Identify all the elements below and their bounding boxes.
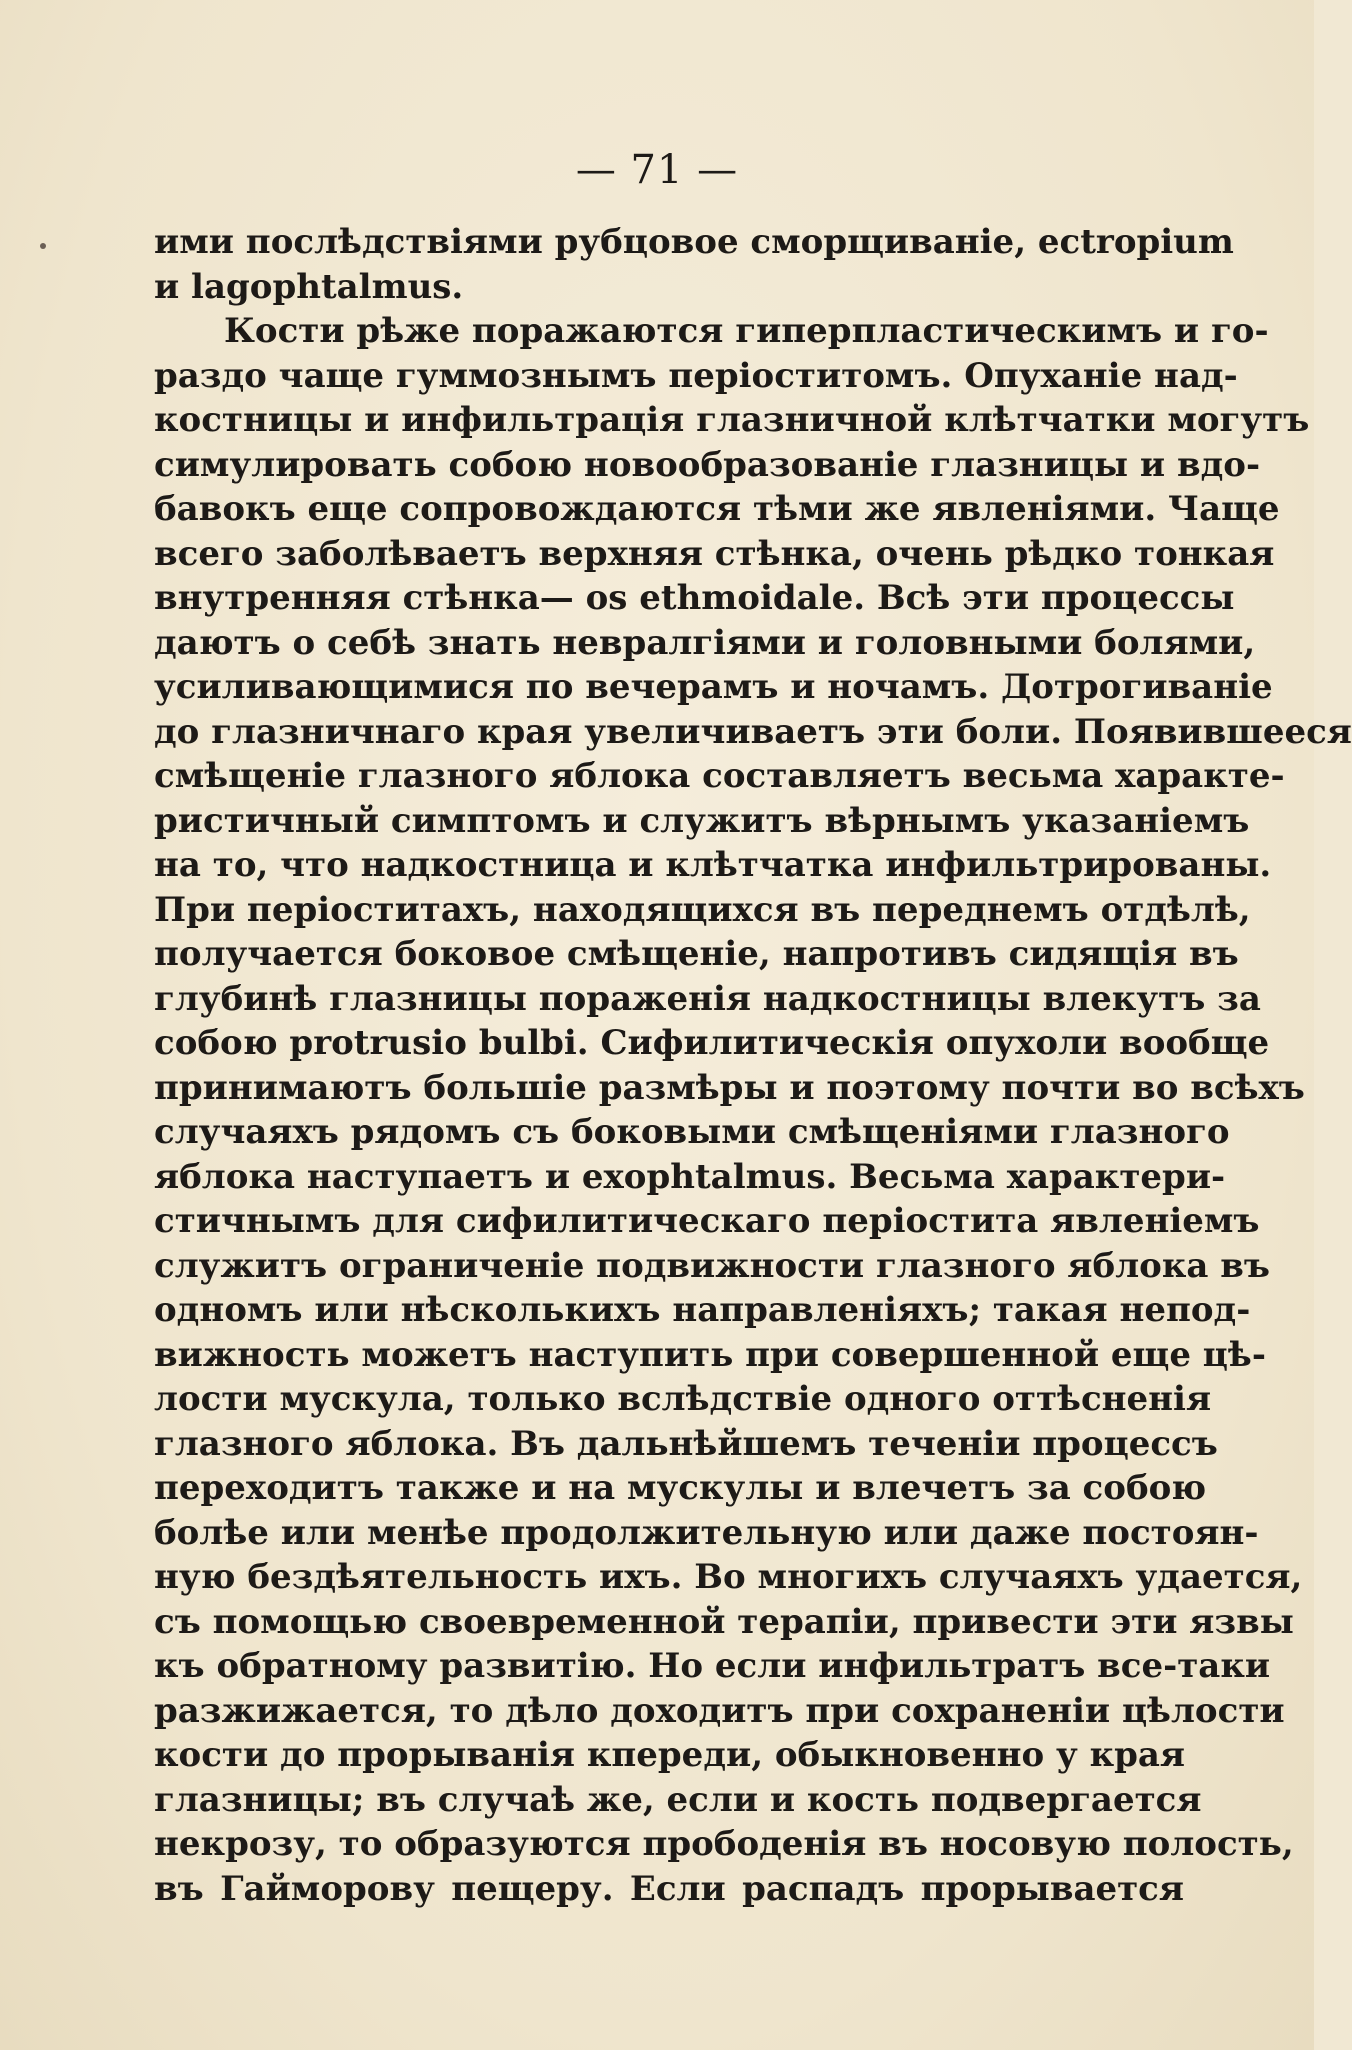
text-line: глазного яблока. Въ дальнѣйшемъ теченіи процессъ bbox=[154, 1423, 1218, 1464]
text-line: Кости рѣже поражаются гиперпластическимъ и го- bbox=[224, 311, 1269, 351]
text-line: на то, что надкостница и клѣтчатка инфильтрированы. bbox=[154, 845, 1272, 885]
text-line: случаяхъ рядомъ съ боковыми смѣщеніями глазного bbox=[154, 1112, 1230, 1152]
text-line: болѣе или менѣе продолжительную или даже постоян- bbox=[154, 1512, 1259, 1553]
text-line: ими послѣдствіями рубцовое сморщиваніе, ectropium bbox=[154, 222, 1234, 262]
text-line: При періоститахъ, находящихся въ переднемъ отдѣлѣ, bbox=[154, 889, 1251, 930]
body-text bbox=[154, 220, 1352, 1911]
text-line: и lagophtalmus. bbox=[154, 266, 464, 307]
text-line: ную бездѣятельность ихъ. Во многихъ случаяхъ удается, bbox=[154, 1557, 1303, 1597]
text-line: бавокъ еще сопровождаются тѣми же явленіями. Чаще bbox=[154, 489, 1280, 529]
text-line: внутренняя стѣнка— os ethmoidale. Всѣ эти процессы bbox=[154, 578, 1235, 618]
text-line: кости до прорыванія кпереди, обыкновенно у края bbox=[154, 1735, 1186, 1775]
text-line: получается боковое смѣщеніе, напротивъ сидящія въ bbox=[154, 934, 1239, 974]
text-line: лости мускула, только вслѣдствіе одного оттѣсненія bbox=[154, 1379, 1212, 1419]
text-line: къ обратному развитію. Но если инфильтратъ все-таки bbox=[154, 1646, 1271, 1686]
text-line: некрозу, то образуются прободенія въ носовую полость, bbox=[154, 1824, 1294, 1864]
text-line: принимаютъ большіе размѣры и поэтому почти во всѣхъ bbox=[154, 1067, 1305, 1108]
text-line: вижность можетъ наступить при совершенной еще цѣ- bbox=[154, 1334, 1266, 1375]
text-line: съ помощью своевременной терапіи, привести эти язвы bbox=[154, 1601, 1294, 1642]
text-line: раздо чаще гуммознымъ періоститомъ. Опуханіе над- bbox=[154, 355, 1238, 396]
text-line: смѣщеніе глазного яблока составляетъ весьма характе- bbox=[154, 756, 1285, 796]
text-line: служитъ ограниченіе подвижности глазного яблока въ bbox=[154, 1245, 1270, 1286]
text-line: стичнымъ для сифилитическаго періостита явленіемъ bbox=[154, 1201, 1260, 1241]
margin-speck bbox=[40, 243, 46, 249]
text-line: глазницы; въ случаѣ же, если и кость подвергается bbox=[154, 1779, 1202, 1820]
text-line: яблока наступаетъ и exophtalmus. Весьма характери- bbox=[154, 1156, 1226, 1197]
text-line: усиливающимися по вечерамъ и ночамъ. Дотрогиваніе bbox=[154, 667, 1273, 707]
text-line: собою protrusio bulbi. Сифилитическія опухоли вообще bbox=[154, 1023, 1270, 1063]
text-line: разжижается, то дѣло доходитъ при сохраненіи цѣлости bbox=[154, 1690, 1285, 1731]
text-line: костницы и инфильтрація глазничной клѣтчатки могутъ bbox=[154, 400, 1310, 440]
text-line: въ Гайморову пещеру. Если распадъ прорывается bbox=[154, 1868, 1184, 1909]
text-line: до глазничнаго края увеличиваетъ эти боли. Появившееся bbox=[154, 711, 1352, 752]
text-line: даютъ о себѣ знать невралгіями и головными болями, bbox=[154, 622, 1256, 663]
text-line: ристичный симптомъ и служитъ вѣрнымъ указаніемъ bbox=[154, 800, 1250, 841]
text-line: глубинѣ глазницы пораженія надкостницы влекутъ за bbox=[154, 978, 1261, 1019]
text-line: переходитъ также и на мускулы и влечетъ за собою bbox=[154, 1468, 1207, 1508]
text-line: одномъ или нѣсколькихъ направленіяхъ; такая непод- bbox=[154, 1290, 1251, 1330]
text-line: симулировать собою новообразованіе глазницы и вдо- bbox=[154, 444, 1261, 485]
page-number: — 71 — bbox=[575, 147, 739, 193]
text-line: всего заболѣваетъ верхняя стѣнка, очень рѣдко тонкая bbox=[154, 533, 1275, 574]
